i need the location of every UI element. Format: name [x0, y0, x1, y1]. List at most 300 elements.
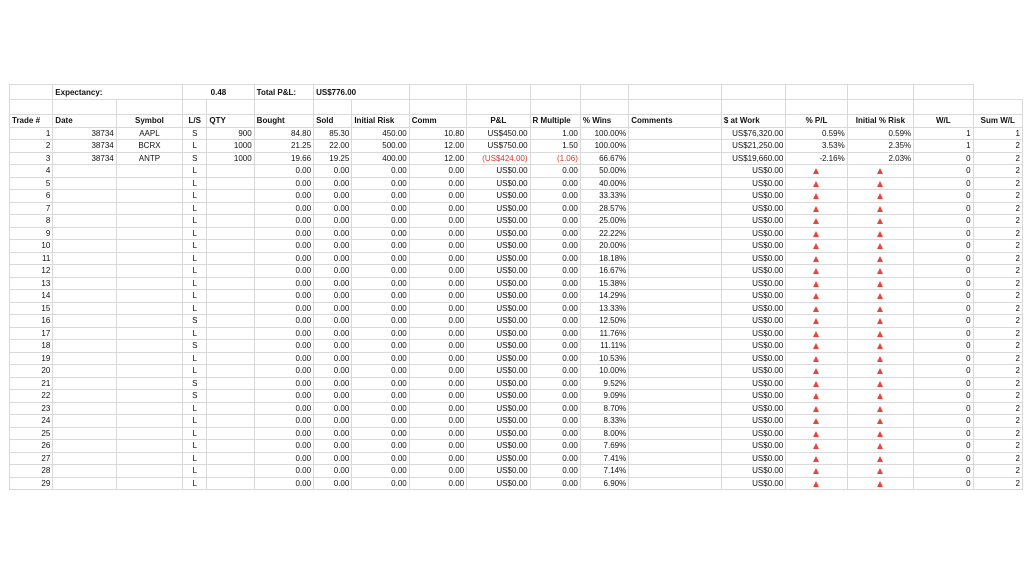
cell-pl[interactable]: (US$424.00): [467, 152, 530, 165]
cell-ls[interactable]: L: [183, 415, 207, 428]
cell-date[interactable]: [53, 190, 116, 203]
cell-symbol[interactable]: [116, 302, 182, 315]
cell-risk[interactable]: 0.00: [352, 440, 409, 453]
cell-risk[interactable]: 0.00: [352, 452, 409, 465]
cell-risk[interactable]: 0.00: [352, 177, 409, 190]
cell-ppl[interactable]: [786, 190, 847, 203]
cell-irisk[interactable]: [847, 415, 913, 428]
cell-qty[interactable]: [207, 390, 254, 403]
cell-pl[interactable]: US$0.00: [467, 165, 530, 178]
cell-wins[interactable]: 100.00%: [580, 140, 628, 153]
cell-qty[interactable]: [207, 340, 254, 353]
cell-wl[interactable]: 0: [914, 265, 973, 278]
cell-wins[interactable]: 22.22%: [580, 227, 628, 240]
cell-qty[interactable]: [207, 165, 254, 178]
cell-bought[interactable]: 0.00: [254, 290, 313, 303]
cell-bought[interactable]: 0.00: [254, 277, 313, 290]
cell-sum[interactable]: 2: [973, 477, 1022, 490]
cell-sold[interactable]: 0.00: [314, 352, 352, 365]
cell-trade[interactable]: 14: [10, 290, 53, 303]
cell-symbol[interactable]: [116, 402, 182, 415]
cell-date[interactable]: [53, 240, 116, 253]
cell-r[interactable]: 0.00: [530, 452, 580, 465]
cell-risk[interactable]: 0.00: [352, 277, 409, 290]
cell-comments[interactable]: [629, 427, 722, 440]
cell-ls[interactable]: L: [183, 452, 207, 465]
cell-trade[interactable]: 26: [10, 440, 53, 453]
cell-sold[interactable]: 0.00: [314, 315, 352, 328]
cell-sold[interactable]: 0.00: [314, 427, 352, 440]
cell-r[interactable]: 0.00: [530, 402, 580, 415]
cell-qty[interactable]: [207, 327, 254, 340]
cell-pl[interactable]: US$750.00: [467, 140, 530, 153]
cell-sum[interactable]: 2: [973, 227, 1022, 240]
cell-ppl[interactable]: [786, 202, 847, 215]
cell-bought[interactable]: 0.00: [254, 302, 313, 315]
cell-trade[interactable]: 13: [10, 277, 53, 290]
cell-irisk[interactable]: 0.59%: [847, 127, 913, 140]
cell-comm[interactable]: 0.00: [409, 365, 466, 378]
cell-qty[interactable]: [207, 290, 254, 303]
cell-wins[interactable]: 100.00%: [580, 127, 628, 140]
cell-date[interactable]: [53, 327, 116, 340]
cell-r[interactable]: 0.00: [530, 240, 580, 253]
cell-work[interactable]: US$0.00: [721, 340, 785, 353]
cell-sold[interactable]: 0.00: [314, 265, 352, 278]
cell-ppl[interactable]: [786, 365, 847, 378]
cell-work[interactable]: US$0.00: [721, 227, 785, 240]
cell-wl[interactable]: 0: [914, 427, 973, 440]
cell-wins[interactable]: 7.69%: [580, 440, 628, 453]
cell-trade[interactable]: 1: [10, 127, 53, 140]
cell-symbol[interactable]: [116, 365, 182, 378]
cell-wl[interactable]: 0: [914, 202, 973, 215]
cell-qty[interactable]: [207, 227, 254, 240]
cell-symbol[interactable]: [116, 477, 182, 490]
cell-symbol[interactable]: [116, 202, 182, 215]
cell-sold[interactable]: 0.00: [314, 252, 352, 265]
cell-wins[interactable]: 9.09%: [580, 390, 628, 403]
cell-r[interactable]: 0.00: [530, 465, 580, 478]
cell-work[interactable]: US$0.00: [721, 165, 785, 178]
cell-ls[interactable]: S: [183, 377, 207, 390]
cell-comm[interactable]: 12.00: [409, 152, 466, 165]
cell-symbol[interactable]: [116, 177, 182, 190]
cell-trade[interactable]: 21: [10, 377, 53, 390]
cell-ls[interactable]: L: [183, 140, 207, 153]
cell-qty[interactable]: [207, 202, 254, 215]
cell-ppl[interactable]: [786, 340, 847, 353]
cell-wl[interactable]: 0: [914, 477, 973, 490]
cell-symbol[interactable]: [116, 227, 182, 240]
cell-r[interactable]: 0.00: [530, 377, 580, 390]
cell-ls[interactable]: L: [183, 177, 207, 190]
cell-pl[interactable]: US$0.00: [467, 190, 530, 203]
cell-sum[interactable]: 2: [973, 390, 1022, 403]
column-header-comm[interactable]: Comm: [409, 115, 466, 128]
cell-r[interactable]: 0.00: [530, 177, 580, 190]
cell-pl[interactable]: US$0.00: [467, 227, 530, 240]
cell-symbol[interactable]: [116, 352, 182, 365]
cell-irisk[interactable]: [847, 290, 913, 303]
cell-ls[interactable]: L: [183, 252, 207, 265]
total-pl-value[interactable]: US$776.00: [314, 85, 410, 100]
cell-bought[interactable]: 0.00: [254, 415, 313, 428]
cell-comm[interactable]: 0.00: [409, 327, 466, 340]
cell-trade[interactable]: 27: [10, 452, 53, 465]
cell-comments[interactable]: [629, 340, 722, 353]
cell-ppl[interactable]: [786, 302, 847, 315]
cell-date[interactable]: [53, 290, 116, 303]
cell-bought[interactable]: 0.00: [254, 315, 313, 328]
cell-wl[interactable]: 0: [914, 327, 973, 340]
cell-risk[interactable]: 0.00: [352, 477, 409, 490]
cell-ppl[interactable]: [786, 415, 847, 428]
cell-trade[interactable]: 19: [10, 352, 53, 365]
cell-comments[interactable]: [629, 252, 722, 265]
cell-bought[interactable]: 0.00: [254, 165, 313, 178]
cell-irisk[interactable]: [847, 365, 913, 378]
cell-wins[interactable]: 28.57%: [580, 202, 628, 215]
cell-bought[interactable]: 0.00: [254, 177, 313, 190]
cell-ls[interactable]: L: [183, 240, 207, 253]
column-header-sum-wl[interactable]: Sum W/L: [973, 115, 1022, 128]
column-header-symbol[interactable]: Symbol: [116, 115, 182, 128]
cell-comments[interactable]: [629, 165, 722, 178]
cell-comments[interactable]: [629, 277, 722, 290]
cell-symbol[interactable]: [116, 427, 182, 440]
cell-symbol[interactable]: [116, 440, 182, 453]
cell-wins[interactable]: 11.76%: [580, 327, 628, 340]
cell-ls[interactable]: S: [183, 152, 207, 165]
cell-date[interactable]: [53, 427, 116, 440]
cell-comments[interactable]: [629, 452, 722, 465]
cell-comm[interactable]: 0.00: [409, 427, 466, 440]
cell-wins[interactable]: 33.33%: [580, 190, 628, 203]
cell-symbol[interactable]: [116, 415, 182, 428]
cell[interactable]: [580, 85, 628, 100]
cell-wins[interactable]: 20.00%: [580, 240, 628, 253]
column-header-ls[interactable]: L/S: [183, 115, 207, 128]
cell-wins[interactable]: 9.52%: [580, 377, 628, 390]
cell-work[interactable]: US$0.00: [721, 327, 785, 340]
column-header-sold[interactable]: Sold: [314, 115, 352, 128]
cell-ls[interactable]: S: [183, 390, 207, 403]
cell-irisk[interactable]: [847, 402, 913, 415]
cell-wl[interactable]: 0: [914, 465, 973, 478]
column-header-pl[interactable]: P&L: [467, 115, 530, 128]
cell-wl[interactable]: 0: [914, 215, 973, 228]
cell-wl[interactable]: 0: [914, 365, 973, 378]
cell-symbol[interactable]: [116, 340, 182, 353]
cell-date[interactable]: [53, 165, 116, 178]
cell-bought[interactable]: 0.00: [254, 440, 313, 453]
cell-r[interactable]: 0.00: [530, 365, 580, 378]
cell-comm[interactable]: 0.00: [409, 215, 466, 228]
cell-work[interactable]: US$0.00: [721, 452, 785, 465]
cell-bought[interactable]: 0.00: [254, 477, 313, 490]
cell-risk[interactable]: 0.00: [352, 252, 409, 265]
cell-bought[interactable]: 0.00: [254, 365, 313, 378]
cell-work[interactable]: US$0.00: [721, 277, 785, 290]
cell-date[interactable]: [53, 415, 116, 428]
cell-date[interactable]: [53, 265, 116, 278]
cell-wl[interactable]: 0: [914, 290, 973, 303]
cell-risk[interactable]: 0.00: [352, 340, 409, 353]
cell-risk[interactable]: 0.00: [352, 352, 409, 365]
cell-sold[interactable]: 0.00: [314, 190, 352, 203]
cell-sum[interactable]: 2: [973, 365, 1022, 378]
cell-irisk[interactable]: [847, 465, 913, 478]
cell-wl[interactable]: 0: [914, 227, 973, 240]
cell-wins[interactable]: 8.33%: [580, 415, 628, 428]
cell-symbol[interactable]: [116, 265, 182, 278]
cell-qty[interactable]: [207, 402, 254, 415]
cell[interactable]: [409, 85, 466, 100]
cell-pl[interactable]: US$0.00: [467, 327, 530, 340]
cell-risk[interactable]: 0.00: [352, 290, 409, 303]
cell-r[interactable]: 0.00: [530, 352, 580, 365]
cell-pl[interactable]: US$0.00: [467, 440, 530, 453]
cell-risk[interactable]: 0.00: [352, 390, 409, 403]
cell-pl[interactable]: US$0.00: [467, 415, 530, 428]
cell-comm[interactable]: 0.00: [409, 440, 466, 453]
cell-irisk[interactable]: [847, 340, 913, 353]
cell-risk[interactable]: 0.00: [352, 190, 409, 203]
cell-sum[interactable]: 2: [973, 452, 1022, 465]
cell-sum[interactable]: 2: [973, 465, 1022, 478]
cell-comm[interactable]: 0.00: [409, 465, 466, 478]
cell-comments[interactable]: [629, 302, 722, 315]
cell-comm[interactable]: 0.00: [409, 227, 466, 240]
cell-bought[interactable]: 0.00: [254, 427, 313, 440]
cell-trade[interactable]: 16: [10, 315, 53, 328]
cell-pl[interactable]: US$450.00: [467, 127, 530, 140]
cell-trade[interactable]: 4: [10, 165, 53, 178]
cell-sold[interactable]: 0.00: [314, 390, 352, 403]
cell-sold[interactable]: 0.00: [314, 477, 352, 490]
cell-symbol[interactable]: [116, 452, 182, 465]
cell-wl[interactable]: 0: [914, 415, 973, 428]
cell-pl[interactable]: US$0.00: [467, 377, 530, 390]
cell-date[interactable]: [53, 402, 116, 415]
cell-comments[interactable]: [629, 440, 722, 453]
cell-pl[interactable]: US$0.00: [467, 252, 530, 265]
cell-comm[interactable]: 0.00: [409, 202, 466, 215]
cell-wl[interactable]: 0: [914, 390, 973, 403]
cell-work[interactable]: US$0.00: [721, 302, 785, 315]
cell-comm[interactable]: 0.00: [409, 415, 466, 428]
cell-comm[interactable]: 0.00: [409, 177, 466, 190]
cell-wins[interactable]: 11.11%: [580, 340, 628, 353]
cell-date[interactable]: 38734: [53, 152, 116, 165]
cell-qty[interactable]: [207, 265, 254, 278]
cell-bought[interactable]: 0.00: [254, 227, 313, 240]
cell-sum[interactable]: 2: [973, 340, 1022, 353]
cell-qty[interactable]: [207, 415, 254, 428]
cell-risk[interactable]: 0.00: [352, 315, 409, 328]
cell-sold[interactable]: 0.00: [314, 277, 352, 290]
cell-work[interactable]: US$0.00: [721, 465, 785, 478]
cell-work[interactable]: US$0.00: [721, 440, 785, 453]
cell-sum[interactable]: 2: [973, 140, 1022, 153]
cell-ppl[interactable]: [786, 315, 847, 328]
cell-ls[interactable]: L: [183, 365, 207, 378]
cell-wins[interactable]: 14.29%: [580, 290, 628, 303]
cell-irisk[interactable]: [847, 427, 913, 440]
cell-comments[interactable]: [629, 415, 722, 428]
cell-symbol[interactable]: [116, 327, 182, 340]
cell-qty[interactable]: [207, 190, 254, 203]
cell-ppl[interactable]: [786, 240, 847, 253]
cell[interactable]: [786, 85, 847, 100]
cell-sum[interactable]: 2: [973, 290, 1022, 303]
cell-trade[interactable]: 6: [10, 190, 53, 203]
cell-symbol[interactable]: [116, 252, 182, 265]
cell-risk[interactable]: 0.00: [352, 165, 409, 178]
cell-symbol[interactable]: [116, 190, 182, 203]
cell-work[interactable]: US$0.00: [721, 177, 785, 190]
cell-trade[interactable]: 25: [10, 427, 53, 440]
cell-work[interactable]: US$0.00: [721, 215, 785, 228]
cell[interactable]: [914, 85, 973, 100]
cell-date[interactable]: [53, 302, 116, 315]
cell-date[interactable]: [53, 390, 116, 403]
cell[interactable]: [10, 85, 53, 100]
cell-comments[interactable]: [629, 402, 722, 415]
cell-ls[interactable]: L: [183, 215, 207, 228]
cell-date[interactable]: [53, 202, 116, 215]
cell-pl[interactable]: US$0.00: [467, 452, 530, 465]
cell-qty[interactable]: [207, 277, 254, 290]
cell-trade[interactable]: 2: [10, 140, 53, 153]
cell-comments[interactable]: [629, 390, 722, 403]
cell-risk[interactable]: 0.00: [352, 327, 409, 340]
cell-comments[interactable]: [629, 377, 722, 390]
cell-irisk[interactable]: 2.35%: [847, 140, 913, 153]
cell-bought[interactable]: 0.00: [254, 452, 313, 465]
cell-sold[interactable]: 0.00: [314, 377, 352, 390]
cell-trade[interactable]: 18: [10, 340, 53, 353]
cell-pl[interactable]: US$0.00: [467, 290, 530, 303]
cell-work[interactable]: US$76,320.00: [721, 127, 785, 140]
cell-sold[interactable]: 0.00: [314, 290, 352, 303]
cell-r[interactable]: 0.00: [530, 390, 580, 403]
cell-wl[interactable]: 0: [914, 302, 973, 315]
cell-comments[interactable]: [629, 177, 722, 190]
total-pl-label[interactable]: Total P&L:: [254, 85, 313, 100]
cell-ppl[interactable]: 0.59%: [786, 127, 847, 140]
cell-trade[interactable]: 9: [10, 227, 53, 240]
cell-risk[interactable]: 0.00: [352, 415, 409, 428]
cell-sold[interactable]: 0.00: [314, 340, 352, 353]
cell-work[interactable]: US$0.00: [721, 415, 785, 428]
cell-bought[interactable]: 21.25: [254, 140, 313, 153]
cell-pl[interactable]: US$0.00: [467, 240, 530, 253]
cell-comments[interactable]: [629, 465, 722, 478]
cell-comments[interactable]: [629, 240, 722, 253]
column-header-r-multiple[interactable]: R Multiple: [530, 115, 580, 128]
cell-comm[interactable]: 0.00: [409, 315, 466, 328]
cell-ppl[interactable]: [786, 290, 847, 303]
cell-date[interactable]: [53, 215, 116, 228]
cell-ls[interactable]: L: [183, 290, 207, 303]
cell-ppl[interactable]: [786, 165, 847, 178]
cell-risk[interactable]: 0.00: [352, 402, 409, 415]
cell-ppl[interactable]: [786, 352, 847, 365]
cell-r[interactable]: 0.00: [530, 252, 580, 265]
cell-comments[interactable]: [629, 227, 722, 240]
cell-ls[interactable]: L: [183, 302, 207, 315]
cell-comments[interactable]: [629, 202, 722, 215]
cell-work[interactable]: US$0.00: [721, 315, 785, 328]
cell-comments[interactable]: [629, 127, 722, 140]
cell-trade[interactable]: 22: [10, 390, 53, 403]
cell-bought[interactable]: 0.00: [254, 390, 313, 403]
cell-r[interactable]: 0.00: [530, 165, 580, 178]
cell-sum[interactable]: 2: [973, 415, 1022, 428]
cell-comments[interactable]: [629, 477, 722, 490]
cell-ls[interactable]: L: [183, 440, 207, 453]
cell-ppl[interactable]: [786, 465, 847, 478]
cell-wins[interactable]: 25.00%: [580, 215, 628, 228]
cell-qty[interactable]: [207, 315, 254, 328]
cell-pl[interactable]: US$0.00: [467, 277, 530, 290]
cell-wl[interactable]: 0: [914, 165, 973, 178]
cell-ls[interactable]: L: [183, 402, 207, 415]
cell-r[interactable]: 0.00: [530, 302, 580, 315]
cell-sum[interactable]: 2: [973, 402, 1022, 415]
cell-comments[interactable]: [629, 190, 722, 203]
cell-ppl[interactable]: [786, 227, 847, 240]
expectancy-value[interactable]: 0.48: [183, 85, 254, 100]
cell-sum[interactable]: 2: [973, 152, 1022, 165]
cell-qty[interactable]: [207, 465, 254, 478]
cell-date[interactable]: [53, 377, 116, 390]
cell-sum[interactable]: 2: [973, 252, 1022, 265]
cell-wl[interactable]: 0: [914, 240, 973, 253]
cell-sum[interactable]: 2: [973, 277, 1022, 290]
cell-qty[interactable]: [207, 440, 254, 453]
cell-comm[interactable]: 0.00: [409, 302, 466, 315]
cell-wl[interactable]: 0: [914, 252, 973, 265]
cell-comm[interactable]: 0.00: [409, 402, 466, 415]
cell-pl[interactable]: US$0.00: [467, 315, 530, 328]
cell[interactable]: [530, 85, 580, 100]
cell-comm[interactable]: 0.00: [409, 452, 466, 465]
cell-sold[interactable]: 0.00: [314, 402, 352, 415]
cell-r[interactable]: 0.00: [530, 415, 580, 428]
cell-wins[interactable]: 7.41%: [580, 452, 628, 465]
cell-sold[interactable]: 0.00: [314, 327, 352, 340]
cell-r[interactable]: 0.00: [530, 340, 580, 353]
cell-r[interactable]: 0.00: [530, 427, 580, 440]
cell-sold[interactable]: 0.00: [314, 165, 352, 178]
cell-pl[interactable]: US$0.00: [467, 340, 530, 353]
cell-date[interactable]: [53, 315, 116, 328]
cell-comm[interactable]: 0.00: [409, 240, 466, 253]
cell-irisk[interactable]: [847, 165, 913, 178]
cell-qty[interactable]: [207, 302, 254, 315]
cell-comments[interactable]: [629, 265, 722, 278]
cell-risk[interactable]: 0.00: [352, 202, 409, 215]
cell-wins[interactable]: 66.67%: [580, 152, 628, 165]
cell-ls[interactable]: L: [183, 465, 207, 478]
cell-trade[interactable]: 10: [10, 240, 53, 253]
cell-ppl[interactable]: [786, 440, 847, 453]
cell-qty[interactable]: [207, 252, 254, 265]
cell-date[interactable]: [53, 252, 116, 265]
